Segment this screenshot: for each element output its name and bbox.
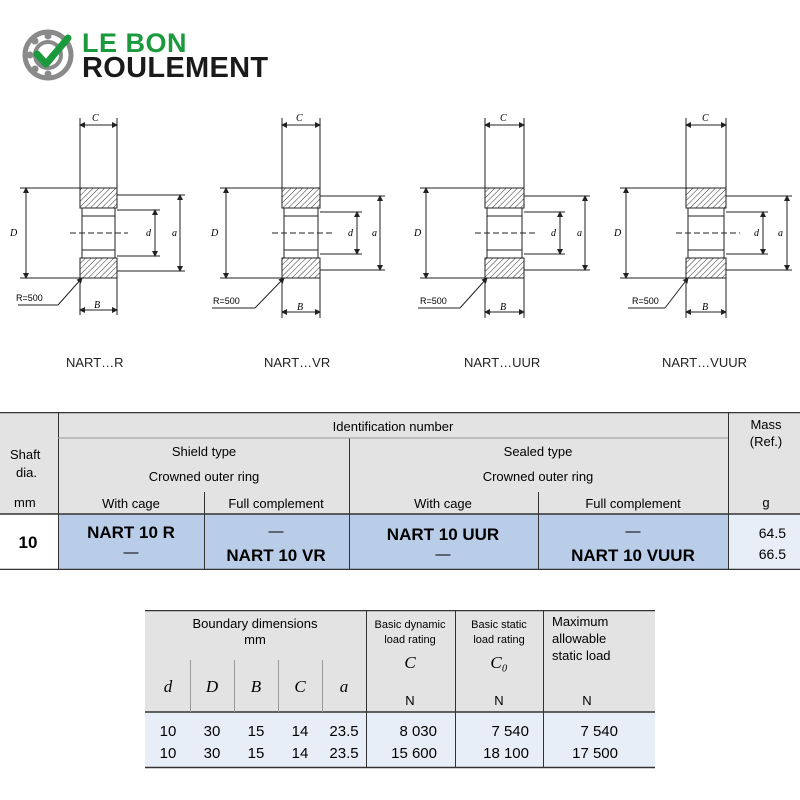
h-dyn2: load rating [384, 634, 436, 646]
col-B: B [250, 677, 262, 696]
r2-c2: NART 10 VR [226, 546, 326, 565]
col-a: a [339, 677, 349, 696]
caption-nart-uur: NART…UUR [464, 355, 541, 370]
dim-d-3: d [551, 228, 556, 239]
dimensions-table [0, 610, 800, 770]
brand-line2: ROULEMENT [82, 52, 269, 84]
dim-c-1: C [92, 113, 99, 124]
mass-2: 66.5 [758, 546, 786, 562]
dim-d-2: d [348, 228, 353, 239]
h-full-sealed: Full complement [585, 496, 681, 511]
h-g: g [762, 495, 770, 510]
r1-c1: NART 10 R [87, 523, 175, 542]
h-n-dyn: N [405, 693, 415, 708]
t2-r1-stat: 7 540 [491, 723, 529, 740]
h-dia: dia. [16, 465, 37, 480]
h-mm: mm [14, 495, 36, 510]
h-full-shield: Full complement [228, 496, 324, 511]
t2-r2-stat: 18 100 [483, 745, 529, 762]
h-stat2: load rating [473, 634, 525, 646]
h-max2: allowable [552, 631, 607, 646]
bearing-check-icon [22, 28, 78, 84]
t2-r1-dyn: 8 030 [399, 723, 437, 740]
t2-r2-B: 15 [247, 745, 265, 762]
h-n-max: N [582, 693, 592, 708]
dim-D-2: D [211, 228, 219, 239]
dim-c-2: C [296, 113, 303, 124]
h-ident: Identification number [332, 419, 454, 434]
h-shaft: Shaft [10, 447, 41, 462]
dim-D-1: D [10, 228, 18, 239]
h-boundary: Boundary dimensions [192, 616, 318, 631]
h-stat-sym: C₀ [490, 653, 508, 672]
t2-r2-max: 17 500 [572, 745, 618, 762]
dim-d-4: d [754, 228, 759, 239]
dim-D-4: D [614, 228, 622, 239]
h-max1: Maximum [552, 614, 609, 629]
dim-a-4: a [778, 228, 783, 239]
drawing-nart-r [18, 118, 185, 315]
t2-r1-B: 15 [247, 723, 265, 740]
t2-r1-a: 23.5 [329, 723, 359, 740]
drawing-nart-uur [418, 118, 590, 318]
caption-nart-vr: NART…VR [264, 355, 331, 370]
t2-r2-dyn: 15 600 [391, 745, 437, 762]
r2-c3: — [435, 546, 451, 563]
t2-r2-C: 14 [291, 745, 309, 762]
col-C: C [294, 677, 306, 696]
r1-c4: — [625, 523, 641, 540]
dim-a-3: a [577, 228, 582, 239]
h-ref: (Ref.) [749, 434, 783, 449]
t2-r1-d: 10 [159, 723, 177, 740]
h-sealed: Sealed type [503, 444, 573, 459]
t2-r1-D: 30 [203, 723, 221, 740]
dim-a-1: a [172, 228, 177, 239]
dim-a-2: a [372, 228, 377, 239]
r1-c3: NART 10 UUR [386, 525, 500, 544]
h-with-cage-sealed: With cage [414, 496, 472, 511]
t2-r1-C: 14 [291, 723, 309, 740]
col-d: d [163, 677, 173, 696]
h-dyn1: Basic dynamic [374, 619, 446, 631]
col-D: D [205, 677, 219, 696]
h-boundary-mm: mm [244, 632, 266, 647]
drawing-nart-vuur [620, 118, 792, 318]
brand-line1: LE BON [82, 28, 188, 58]
dim-c-4: C [702, 113, 709, 124]
h-crowned-sealed: Crowned outer ring [482, 469, 594, 484]
drawing-nart-vr [212, 118, 385, 318]
dim-D-3: D [414, 228, 422, 239]
h-mass: Mass [750, 417, 782, 432]
h-shield: Shield type [171, 444, 237, 459]
h-n-stat: N [494, 693, 504, 708]
r2-c1: — [123, 544, 139, 561]
dim-B-2: B [297, 302, 304, 313]
h-crowned-shield: Crowned outer ring [148, 469, 260, 484]
dim-c-3: C [500, 113, 507, 124]
t2-r1-max: 7 540 [580, 723, 618, 740]
shaft-value: 10 [18, 533, 38, 552]
dim-r-2: R=500 [213, 296, 240, 306]
t2-r2-a: 23.5 [329, 745, 359, 762]
r1-c2: — [268, 523, 284, 540]
h-dyn-sym: C [404, 653, 416, 672]
h-stat1: Basic static [471, 619, 527, 631]
caption-nart-r: NART…R [66, 355, 124, 370]
dim-B-4: B [702, 302, 709, 313]
h-max3: static load [552, 648, 611, 663]
bearing-drawings [0, 100, 800, 390]
t2-r2-D: 30 [203, 745, 221, 762]
h-with-cage-shield: With cage [102, 496, 160, 511]
mass-1: 64.5 [758, 525, 786, 541]
identification-table [0, 412, 800, 570]
brand-logo [22, 26, 302, 86]
r2-c4: NART 10 VUUR [571, 546, 695, 565]
t2-r2-d: 10 [159, 745, 177, 762]
dim-r-1: R=500 [16, 293, 43, 303]
dim-r-3: R=500 [420, 296, 447, 306]
dim-B-3: B [500, 302, 507, 313]
dim-B-1: B [94, 300, 101, 311]
caption-nart-vuur: NART…VUUR [662, 355, 747, 370]
dim-d-1: d [146, 228, 151, 239]
dim-r-4: R=500 [632, 296, 659, 306]
